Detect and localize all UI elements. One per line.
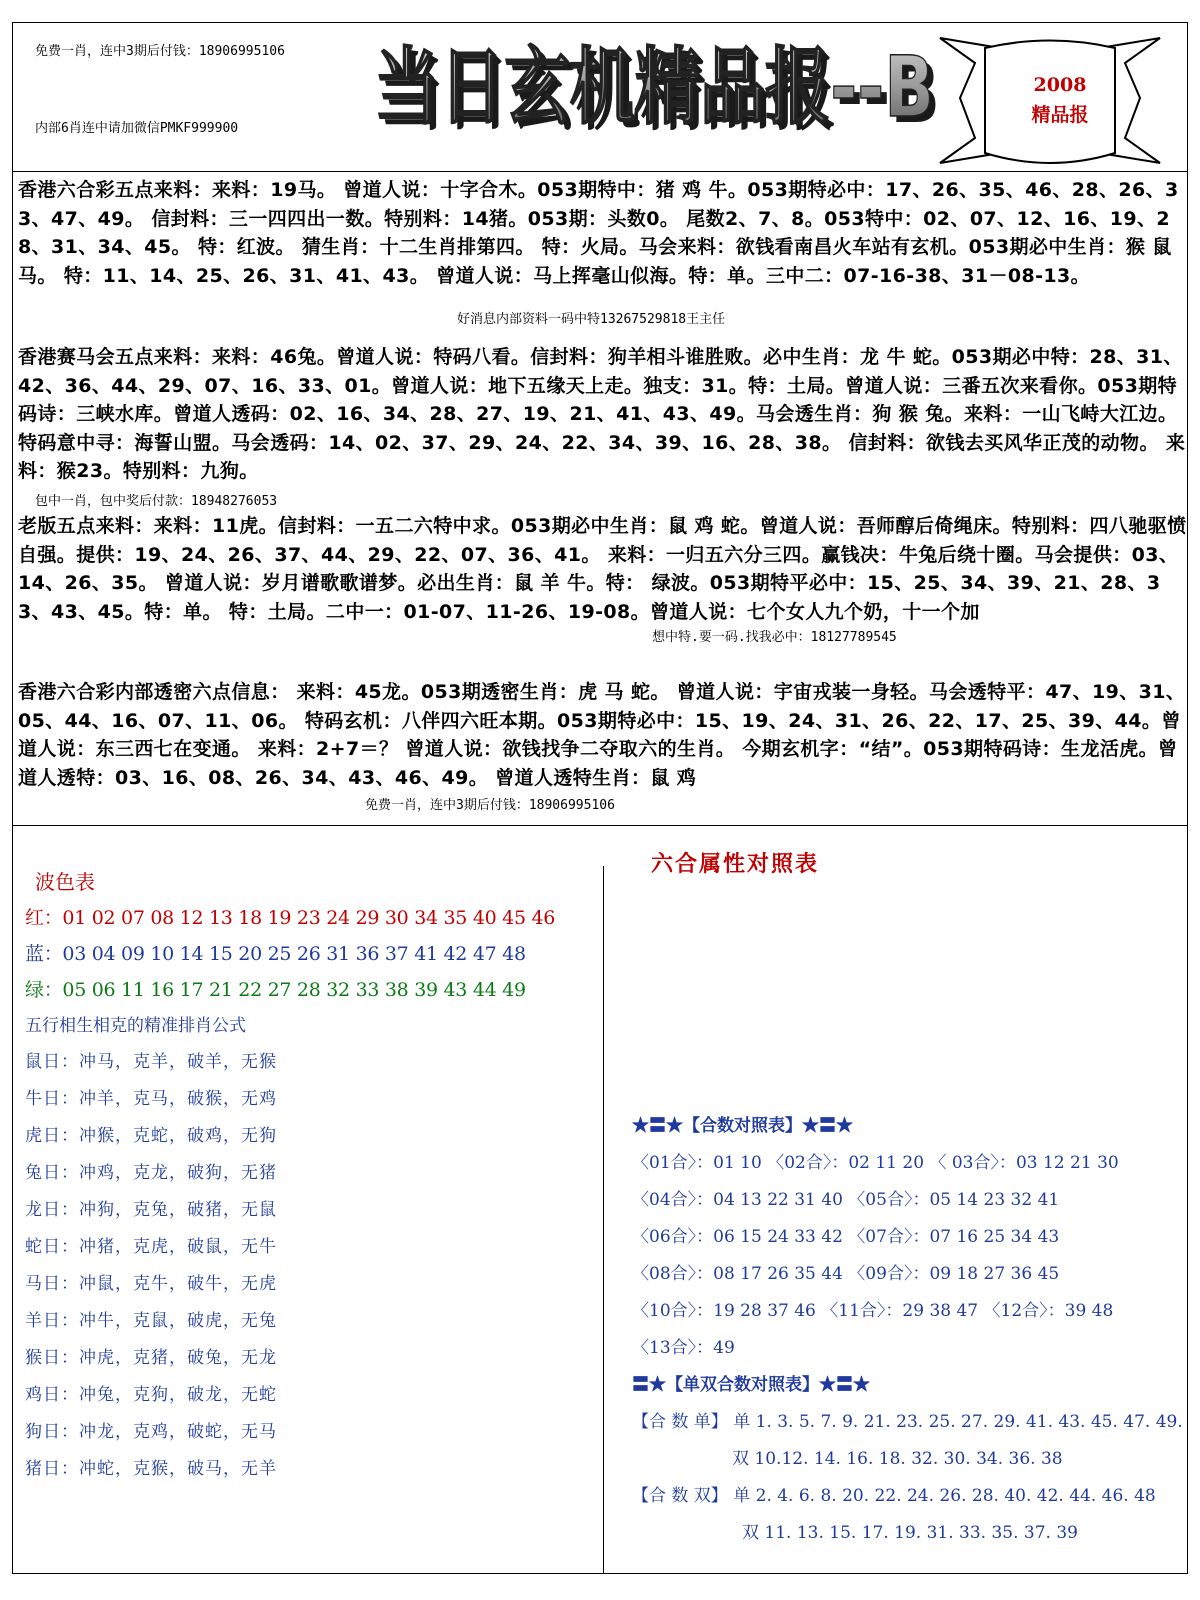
wave-label-green: 绿： xyxy=(25,979,63,1001)
zodiac-rule: 兔日：冲鸡，克龙，破狗，无猪 xyxy=(25,1163,277,1183)
year-label xyxy=(1005,70,1115,130)
zodiac-rule: 鸡日：冲兔，克狗，破龙，无蛇 xyxy=(25,1385,277,1405)
logo-text: 当日玄机精品报--B xyxy=(374,38,934,136)
table-title: 六合属性对照表 xyxy=(650,852,819,877)
wave-numbers-red: 01 02 07 08 12 13 18 19 23 24 29 30 34 35 40 45 46 xyxy=(62,907,556,929)
masthead-logo xyxy=(372,30,972,140)
section-divider xyxy=(12,825,1188,826)
zodiac-rule: 羊日：冲牛，克鼠，破虎，无兔 xyxy=(25,1311,277,1331)
even-sum-single: 单 2. 4. 6. 8. 20. 22. 24. 26. 28. 40. 42. 44. 46. 48 xyxy=(733,1486,1156,1506)
paragraph-3: 老版五点来料：来料：11虎。信封料：一五二六特中求。053期必中生肖：鼠 鸡 蛇。曾道人说：吾师醇后倚绳床。特别料：四八驰驱愤自强。提供：19、24、26、37、44、29、22、07、36、41。 来料：一归五六分三四。赢钱决：牛兔后绕十圈。马会提供：03、14、26、35。 曾道人说：岁月谱歌歌谱梦。必出生肖：鼠 羊 牛。特： 绿波。053期特平必中：15、25、34、39、21、28、33、43、45。特：单。 特：土局。二中一：01-07、11-26、19-08。曾道人说：七个女人九个奶，十一个加 xyxy=(18,515,1187,623)
sum-row: 〈04合〉：04 13 22 31 40 〈05合〉：05 14 23 32 41 xyxy=(632,1190,1060,1210)
formula-title: 五行相生相克的精准排肖公式 xyxy=(25,1016,246,1036)
even-sum-single-row xyxy=(632,1478,1182,1515)
odd-sum-single-row xyxy=(632,1404,1182,1441)
inline-ad-3: 想中特.要一码.找我必中：18127789545 xyxy=(650,626,899,645)
sum-row: 〈08合〉：08 17 26 35 44 〈09合〉：09 18 27 36 45 xyxy=(632,1264,1060,1284)
wave-numbers-green: 05 06 11 16 17 21 22 27 28 32 33 38 39 43 44 49 xyxy=(62,979,526,1001)
header-ad-top: 免费一肖，连中3期后付钱：18906995106 xyxy=(35,44,285,59)
logo-shadow: 当日玄机精品报--B xyxy=(380,44,940,140)
sum-row: 〈10合〉：19 28 37 46 〈11合〉：29 38 47 〈12合〉：39 48 xyxy=(632,1301,1114,1321)
zodiac-rule: 虎日：冲猴，克蛇，破鸡，无狗 xyxy=(25,1126,277,1146)
inline-ad-4: 免费一肖，连中3期后付钱：18906995106 xyxy=(363,794,617,813)
right-column xyxy=(632,1108,1182,1552)
odd-sum-single: 单 1. 3. 5. 7. 9. 21. 23. 25. 27. 29. 41. 43. 45. 47. 49. xyxy=(733,1412,1183,1432)
year-number: 2008 xyxy=(1033,74,1087,96)
wave-table-title: 波色表 xyxy=(35,870,95,894)
zodiac-rule: 牛日：冲羊，克马，破猴，无鸡 xyxy=(25,1089,277,1109)
wave-row-green xyxy=(25,972,615,1008)
inline-ad-1: 好消息内部资料一码中特13267529818王主任 xyxy=(455,308,727,327)
zodiac-rule: 马日：冲鼠，克牛，破牛，无虎 xyxy=(25,1274,277,1294)
odd-sum-label: 【合 数 单】 xyxy=(632,1412,728,1432)
header-ad-bottom: 内部6肖连中请加微信PMKF999900 xyxy=(35,121,239,136)
wave-row-red xyxy=(25,900,615,936)
paragraph-4: 香港六合彩内部透密六点信息： 来料：45龙。053期透密生肖：虎 马 蛇。 曾道人说：宇宙戎装一身轻。马会透特平：47、19、31、05、44、16、07、11、06。 特码玄机：八伴四六旺本期。053期特必中：15、19、24、31、26、22、17、25、39、44。曾道人说：东三西七在变通。 来料：2+7＝？ 曾道人说：欲钱找争二夺取六的生肖。 今期玄机字：“结”。053期特码诗：生龙活虎。曾道人透特：03、16、08、26、34、43、46、49。 曾道人透特生肖：鼠 鸡 xyxy=(18,681,1186,789)
wave-row-blue xyxy=(25,936,615,972)
even-sum-label: 【合 数 双】 xyxy=(632,1486,728,1506)
zodiac-rule: 猴日：冲虎，克猪，破兔，无龙 xyxy=(25,1348,277,1368)
paragraph-1: 香港六合彩五点来料：来料：19马。 曾道人说：十字合木。053期特中：猪 鸡 牛。053期特必中：17、26、35、46、28、26、33、47、49。 信封料：三一四四出一数。特别料：14猪。053期：头数0。 尾数2、7、8。053特中：02、07、12、16、19、28、31、34、45。 特：红波。 猜生肖：十二生肖排第四。 特：火局。马会来料：欲钱看南昌火车站有玄机。053期必中生肖：猴 鼠 马。 特：11、14、25、26、31、41、43。 曾道人说：马上挥毫山似海。特：单。三中二：07-16-38、31－08-13。 xyxy=(18,179,1179,287)
wave-label-blue: 蓝： xyxy=(25,943,63,965)
sum-row: 〈06合〉：06 15 24 33 42 〈07合〉：07 16 25 34 43 xyxy=(632,1227,1060,1247)
year-subtitle: 精品报 xyxy=(1031,104,1089,126)
sum-row: 〈13合〉：49 xyxy=(632,1338,735,1358)
zodiac-rule: 鼠日：冲马，克羊，破羊，无猴 xyxy=(25,1052,277,1072)
even-sum-double: 双 11. 13. 15. 17. 19. 31. 33. 35. 37. 39 xyxy=(742,1523,1078,1543)
odd-sum-double: 双 10.12. 14. 16. 18. 32. 30. 34. 36. 38 xyxy=(732,1449,1063,1469)
left-column xyxy=(25,864,615,1488)
paragraph-2: 香港赛马会五点来料：来料：46兔。曾道人说：特码八看。信封料：狗羊相斗谁胜败。必中生肖：龙 牛 蛇。053期必中特：28、31、42、36、44、29、07、16、33、01。曾道人说：地下五缘天上走。独支：31。特：土局。曾道人说：三番五次来看你。053期特码诗：三峡水库。曾道人透码：02、16、34、28、27、19、21、41、43、49。马会透生肖：狗 猴 兔。来料：一山飞峙大江边。特码意中寻：海誓山盟。马会透码：14、02、37、29、24、22、34、39、16、28、38。 信封料：欲钱去买风华正茂的动物。 来料：猴23。特别料：九狗。 xyxy=(18,346,1186,482)
zodiac-rule: 猪日：冲蛇，克猴，破马，无羊 xyxy=(25,1459,277,1479)
wave-numbers-blue: 03 04 09 10 14 15 20 25 26 31 36 37 41 42 47 48 xyxy=(62,943,526,965)
oddeven-table-title: 〓★【单双合数对照表】★〓★ xyxy=(632,1375,870,1395)
sum-row: 〈01合〉：01 10 〈02合〉：02 11 20 〈 03合〉：03 12 21 30 xyxy=(632,1153,1119,1173)
sum-table-title: ★〓★【合数对照表】★〓★ xyxy=(632,1116,853,1136)
zodiac-rule: 龙日：冲狗，克兔，破猪，无鼠 xyxy=(25,1200,277,1220)
inline-ad-2: 包中一肖，包中奖后付款：18948276053 xyxy=(33,490,279,509)
zodiac-rule: 狗日：冲龙，克鸡，破蛇，无马 xyxy=(25,1422,277,1442)
zodiac-rule: 蛇日：冲猪，克虎，破鼠，无牛 xyxy=(25,1237,277,1257)
wave-label-red: 红： xyxy=(25,907,63,929)
